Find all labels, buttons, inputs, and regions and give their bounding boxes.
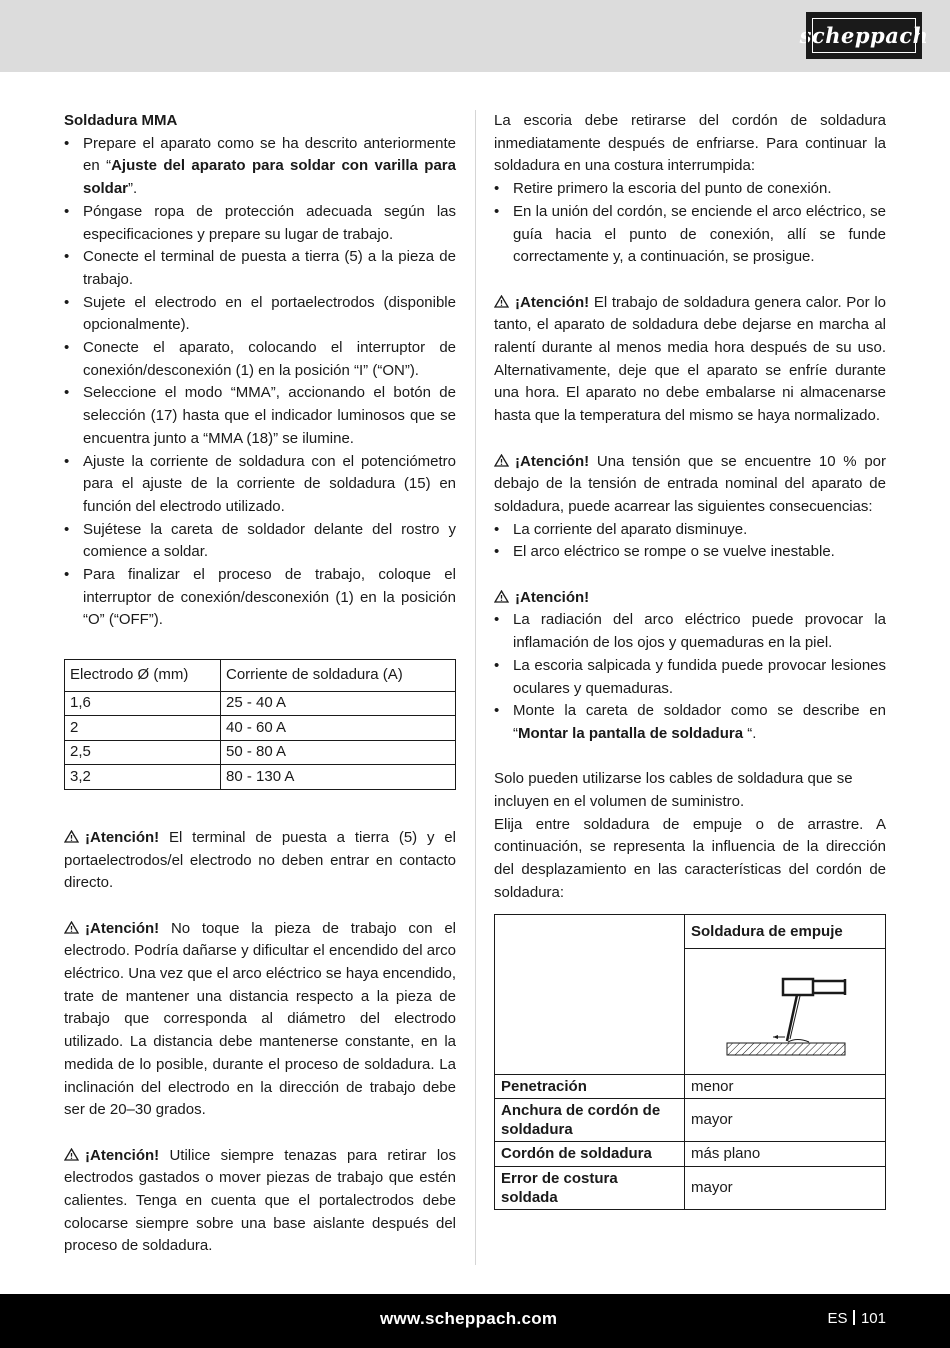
- arc-risks-list: [494, 609, 886, 745]
- electrode-current-table: [64, 659, 456, 790]
- table-cell: mayor: [685, 1166, 886, 1209]
- warning-triangle-icon: [494, 295, 509, 308]
- list-item: • Conecte el aparato, colocando el interruptor de conexión/desconexión (1) en la posición “I” (“ON”).: [64, 337, 456, 382]
- table-row: [65, 740, 456, 765]
- footer-bar: [0, 1294, 950, 1348]
- list-item: • Retire primero la escoria del punto de conexión.: [494, 178, 886, 201]
- table-cell: 40 - 60 A: [221, 716, 456, 741]
- section-title: Soldadura MMA: [64, 112, 178, 129]
- table-row: [65, 765, 456, 790]
- table-row: [495, 1074, 886, 1098]
- table-header-cell: Soldadura de empuje: [685, 914, 886, 948]
- table-row: [495, 1141, 886, 1166]
- slag-intro: La escoria debe retirarse del cordón de soldadura inmediatamente después de enfriarse. Para continuar la soldadura en una costura interrumpida:: [494, 112, 886, 175]
- push-welding-table: [494, 914, 886, 1210]
- header-bar: [0, 0, 950, 72]
- list-item: • Ajuste la corriente de soldadura con el potenciómetro para el ajuste de la corriente de soldadura (15) en función del electrodo utilizado.: [64, 451, 456, 519]
- page-number: ES 101: [827, 1310, 886, 1327]
- table-cell: Penetración: [495, 1074, 685, 1098]
- table-row: [65, 716, 456, 741]
- website-link[interactable]: www.scheppach.com: [380, 1309, 558, 1328]
- table-header-row: [65, 659, 456, 691]
- warning-triangle-icon: [494, 590, 509, 603]
- table-cell: 2,5: [65, 740, 221, 765]
- table-cell: 1,6: [65, 691, 221, 716]
- warning-paragraph: ¡Atención! Una tensión que se encuentre 10 % por debajo de la tensión de entrada nominal del aparato de soldadura, puede acarrear las siguientes consecuencias:: [494, 452, 886, 515]
- list-item: • Póngase ropa de protección adecuada según las especificaciones y prepare su lugar de trabajo.: [64, 201, 456, 246]
- table-header-cell: Corriente de soldadura (A): [221, 659, 456, 691]
- list-item: • Para finalizar el proceso de trabajo, coloque el interruptor de conexión/desconexión (1) en la posición “O” (“OFF”).: [64, 564, 456, 632]
- list-item: • Sujete el electrodo en el portaelectrodos (disponible opcionalmente).: [64, 292, 456, 337]
- list-item: • El arco eléctrico se rompe o se vuelve inestable.: [494, 541, 886, 564]
- warning-triangle-icon: [64, 830, 79, 843]
- table-row: [495, 1098, 886, 1141]
- warning-heading: ¡Atención!: [494, 587, 886, 610]
- cables-paragraph: Solo pueden utilizarse los cables de soldadura que se incluyen en el volumen de suministro.: [494, 770, 853, 811]
- list-item: • Sujétese la careta de soldador delante del rostro y comience a soldar.: [64, 519, 456, 564]
- list-item: • La escoria salpicada y fundida puede provocar lesiones oculares y quemaduras.: [494, 655, 886, 700]
- table-cell: 3,2: [65, 765, 221, 790]
- table-cell: 2: [65, 716, 221, 741]
- separator: [853, 1310, 855, 1325]
- direction-paragraph: Elija entre soldadura de empuje o de arrastre. A continuación, se representa la influencia de la dirección del desplazamiento en las características del cordón de soldadura:: [494, 815, 886, 901]
- list-item: • Monte la careta de soldador como se describe en “Montar la pantalla de soldadura “.: [494, 700, 886, 745]
- table-header-row: [495, 914, 886, 948]
- list-item: • Seleccione el modo “MMA”, accionando el botón de selección (17) hasta que el indicador luminosos que se encuentra junto a “MMA (18)” se ilumine.: [64, 382, 456, 450]
- list-item: • Conecte el terminal de puesta a tierra (5) a la pieza de trabajo.: [64, 246, 456, 291]
- warning-triangle-icon: [494, 454, 509, 467]
- mma-steps-list: [64, 133, 456, 632]
- warning-paragraph: ¡Atención! Utilice siempre tenazas para retirar los electrodos gastados o mover piezas de trabajo que estén calientes. Tenga en cuenta que el portalectrodos debe colocarse siempre sobre una base aislante después del proceso de soldadura.: [64, 1146, 456, 1255]
- voltage-consequences-list: [494, 519, 886, 564]
- warning-paragraph: ¡Atención! El terminal de puesta a tierra (5) y el portaelectrodos/el electrodo no deben entrar en contacto directo.: [64, 828, 456, 892]
- table-cell: Anchura de cordón de soldadura: [495, 1098, 685, 1141]
- table-cell: mayor: [685, 1098, 886, 1141]
- list-item: • En la unión del cordón, se enciende el arco eléctrico, se guía hacia el punto de conexión, allí se funde correctamente y, a continuación, se prosigue.: [494, 201, 886, 269]
- warning-paragraph: ¡Atención! El trabajo de soldadura genera calor. Por lo tanto, el aparato de soldadura debe dejarse en marcha al ralentí durante al menos media hora después de su uso. Alternativamente, deje que el aparato se enfríe durante una hora. El aparato no debe embalarse ni almacenarse hasta que la temperatura del mismo se haya normalizado.: [494, 293, 886, 425]
- left-column: [64, 110, 456, 1258]
- brand-logo-text: scheppach: [799, 23, 929, 48]
- table-cell: Cordón de soldadura: [495, 1141, 685, 1166]
- warning-triangle-icon: [64, 921, 79, 934]
- table-cell: más plano: [685, 1141, 886, 1166]
- table-row: [65, 691, 456, 716]
- right-column: [494, 110, 886, 1210]
- table-header-cell: Electrodo Ø (mm): [65, 659, 221, 691]
- table-cell: 25 - 40 A: [221, 691, 456, 716]
- warning-paragraph: ¡Atención! No toque la pieza de trabajo con el electrodo. Podría dañarse y dificultar el encendido del arco eléctrico. Una vez que el arco eléctrico se haya encendido, trate de mantener una distancia respecto a la pieza de trabajo que corresponda al diámetro del electrodo utilizado. La distancia debe mantenerse constante, en la medida de lo posible, durante el proceso de soldadura. La inclinación del electrodo en la dirección de trabajo debe ser de 20–30 grados.: [64, 919, 456, 1119]
- list-item: • Prepare el aparato como se ha descrito anteriormente en “Ajuste del aparato para soldar con varilla para soldar”.: [64, 133, 456, 201]
- table-cell: menor: [685, 1074, 886, 1098]
- list-item: • La corriente del aparato disminuye.: [494, 519, 886, 542]
- warning-triangle-icon: [64, 1148, 79, 1161]
- table-cell: Error de costura soldada: [495, 1166, 685, 1209]
- column-divider: [475, 110, 476, 1265]
- push-welding-diagram-cell: [685, 948, 886, 1074]
- brand-logo: [799, 14, 929, 57]
- push-welding-diagram: [685, 949, 885, 1069]
- table-cell: 80 - 130 A: [221, 765, 456, 790]
- list-item: • La radiación del arco eléctrico puede provocar la inflamación de los ojos y quemaduras en la piel.: [494, 609, 886, 654]
- slag-steps-list: [494, 178, 886, 269]
- table-row: [495, 1166, 886, 1209]
- table-cell: 50 - 80 A: [221, 740, 456, 765]
